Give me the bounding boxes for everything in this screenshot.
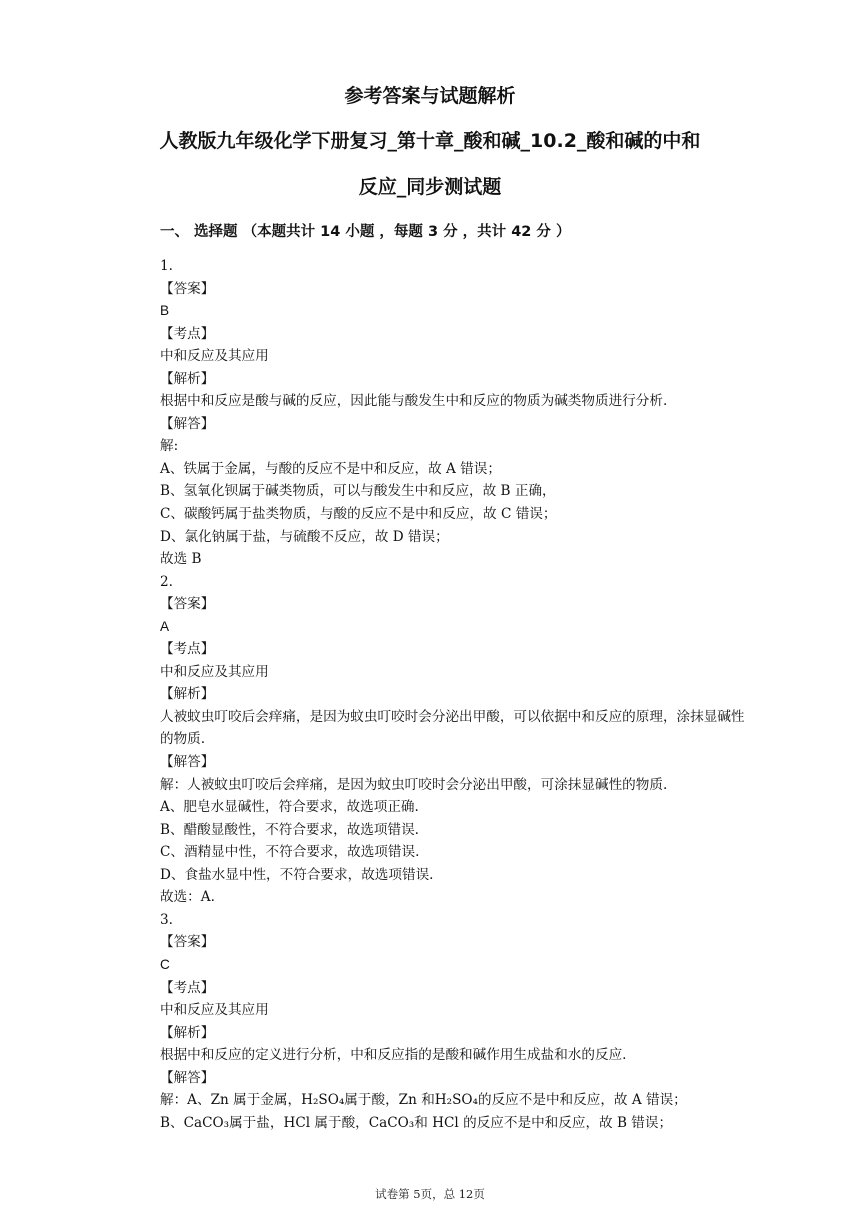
solution-text: 解：A、Zn 属于金属，H₂SO₄属于酸，Zn 和H₂SO₄的反应不是中和反应，故 A 错误； [160,1092,687,1109]
solution-label: 【解答】 [160,1069,215,1086]
knowledge-point-label: 【考点】 [160,979,215,996]
answer-label: 【答案】 [160,934,215,951]
solution-text: A、肥皂水显碱性，符合要求，故选项正确. [160,799,419,816]
knowledge-point-text: 中和反应及其应用 [160,348,269,365]
question-number: 3. [160,911,173,928]
answer-label: 【答案】 [160,596,215,613]
answer-value: B [160,303,170,319]
analysis-text: 根据中和反应是酸与碱的反应，因此能与酸发生中和反应的物质为碱类物质进行分析. [160,393,668,410]
knowledge-point-text: 中和反应及其应用 [160,663,269,680]
solution-text: 解: [160,438,179,455]
test-title-line-1: 人教版九年级化学下册复习_第十章_酸和碱_10.2_酸和碱的中和 [159,130,701,152]
knowledge-point-label: 【考点】 [160,325,215,342]
solution-label: 【解答】 [160,415,215,432]
solution-text: D、食盐水显中性，不符合要求，故选项错误. [160,866,434,883]
analysis-label: 【解析】 [160,686,215,703]
solution-label: 【解答】 [160,754,215,771]
analysis-text: 人被蚊虫叮咬后会痒痛，是因为蚊虫叮咬时会分泌出甲酸，可以依据中和反应的原理，涂抹显碱性的物质. [160,708,745,748]
solution-text: C、酒精显中性，不符合要求，故选项错误. [160,844,420,861]
solution-text: C、碳酸钙属于盐类物质，与酸的反应不是中和反应，故 C 错误； [160,506,557,523]
solution-text: 解：人被蚊虫叮咬后会痒痛，是因为蚊虫叮咬时会分泌出甲酸，可涂抹显碱性的物质. [160,776,668,793]
analysis-text: 根据中和反应的定义进行分析，中和反应指的是酸和碱作用生成盐和水的反应. [160,1047,627,1064]
analysis-label: 【解析】 [160,370,215,387]
answer-value: A [160,618,170,634]
section-heading: 一、 选择题 （本题共计 14 小题 ，每题 3 分 ，共计 42 分 ） [160,224,571,240]
solution-text: B、醋酸显酸性，不符合要求，故选项错误. [160,821,419,838]
question-number: 1. [160,258,173,274]
solution-text: B、氢氧化钡属于碱类物质，可以与酸发生中和反应，故 B 正确， [160,483,556,500]
answer-title: 参考答案与试题解析 [344,85,516,107]
solution-text: 故选：A. [160,889,215,906]
page-footer: 试卷第 5页，总 12页 [375,1187,485,1201]
knowledge-point-text: 中和反应及其应用 [160,1002,269,1019]
answer-label: 【答案】 [160,280,215,297]
solution-text: A、铁属于金属，与酸的反应不是中和反应，故 A 错误； [160,460,501,477]
answer-body [160,255,750,1134]
analysis-label: 【解析】 [160,1024,215,1041]
answer-value: C [160,956,170,972]
solution-text: B、CaCO₃属于盐，HCl 属于酸，CaCO₃和 HCl 的反应不是中和反应，故 B 错误； [160,1114,673,1131]
solution-text: 故选 B [160,551,202,568]
test-title-line-2: 反应_同步测试题 [358,176,502,198]
knowledge-point-label: 【考点】 [160,641,215,658]
solution-text: D、氯化钠属于盐，与硫酸不反应，故 D 错误； [160,528,449,545]
question-number: 2. [160,573,173,590]
